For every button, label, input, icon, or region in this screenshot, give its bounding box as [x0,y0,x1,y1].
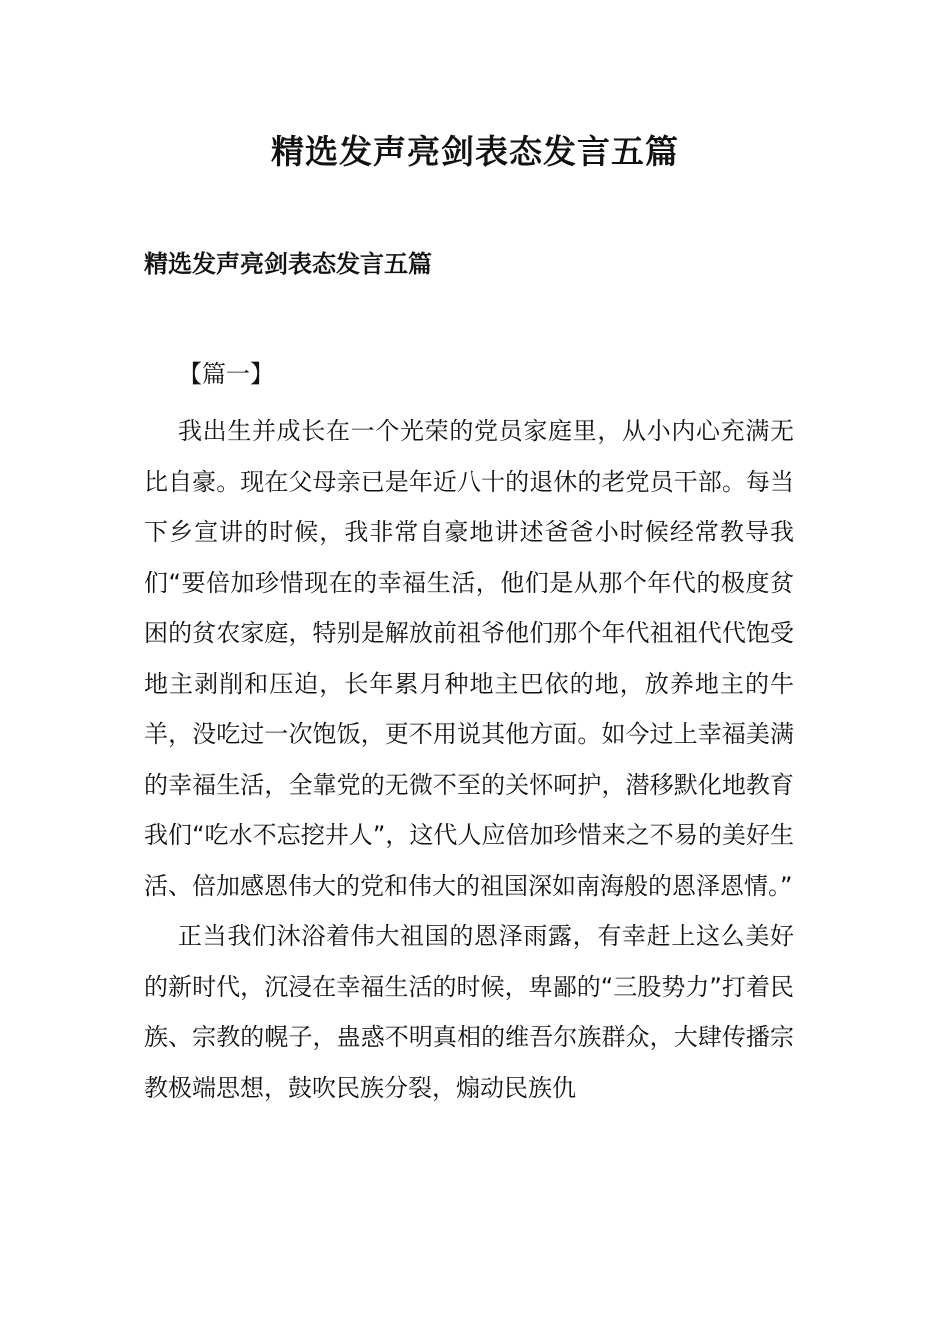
paragraph: 我出生并成长在一个光荣的党员家庭里，从小内心充满无比自豪。现在父母亲已是年近八十的退休的老党员干部。每当下乡宣讲的时候，我非常自豪地讲述爸爸小时候经常教导我们“要倍加珍惜现在的幸福生活，他们是从那个年代的极度贫困的贫农家庭，特别是解放前祖爷他们那个年代祖祖代代饱受地主剥削和压迫，长年累月种地主巴依的地，放养地主的牛羊，没吃过一次饱饭，更不用说其他方面。如今过上幸福美满的幸福生活，全靠党的无微不至的关怀呵护，潜移默化地教育我们“吃水不忘挖井人”，这代人应倍加珍惜来之不易的美好生活、倍加感恩伟大的党和伟大的祖国深如南海般的恩泽恩情。” [144,417,794,900]
paragraph: 正当我们沐浴着伟大祖国的恩泽雨露，有幸赶上这么美好的新时代，沉浸在幸福生活的时候，卑鄙的“三股势力”打着民族、宗教的幌子，蛊惑不明真相的维吾尔族群众，大肆传播宗教极端思想，鼓吹民族分裂，煽动民族仇 [144,922,794,1102]
document-subtitle: 精选发声亮剑表态发言五篇 [144,250,432,278]
section-label: 【篇一】 [178,360,274,388]
document-title: 精选发声亮剑表态发言五篇 [271,132,679,171]
body-text [144,406,794,1113]
